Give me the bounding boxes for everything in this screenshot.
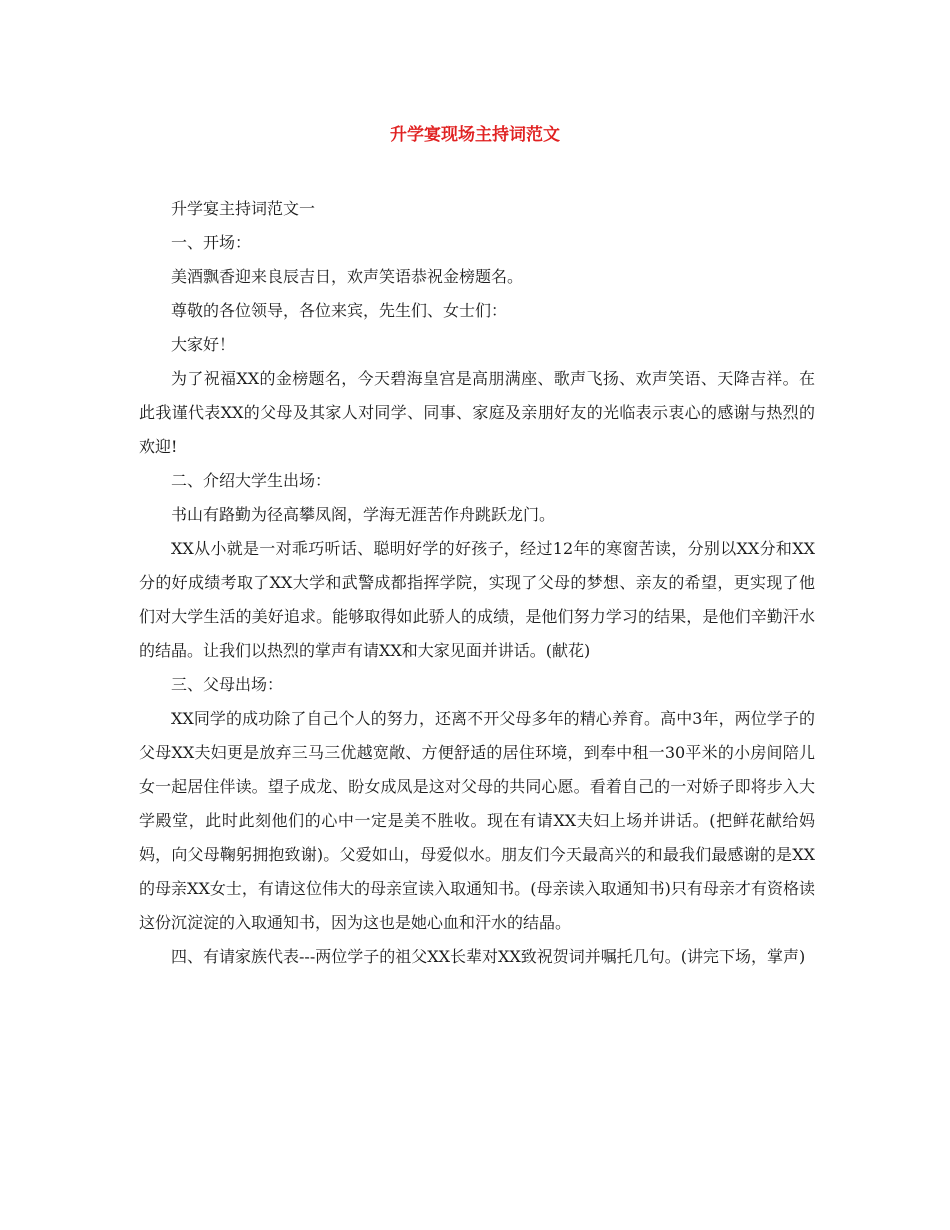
- document-title: 升学宴现场主持词范文: [390, 125, 560, 145]
- paragraph-welcome: 为了祝福XX的金榜题名，今天碧海皇宫是高朋满座、歌声飞扬、欢声笑语、天降吉祥。在此我谨代表XX的父母及其家人对同学、同事、家庭及亲朋好友的光临表示衷心的感谢与热烈的欢迎!: [139, 369, 815, 456]
- paragraph-family-representative: 四、有请家族代表---两位学子的祖父XX长辈对XX致祝贺词并嘱托几句。(讲完下场，掌声): [171, 947, 806, 966]
- paragraph-couplet-student: 书山有路勤为径高攀凤阁，学海无涯苦作舟跳跃龙门。: [171, 505, 556, 524]
- paragraph-greeting-guests: 尊敬的各位领导，各位来宾，先生们、女士们：: [171, 301, 508, 320]
- paragraph-couplet-opening: 美酒飘香迎来良辰吉日，欢声笑语恭祝金榜题名。: [171, 267, 524, 286]
- paragraph-hello: 大家好！: [171, 335, 236, 354]
- paragraph-parents-speech: XX同学的成功除了自己个人的努力，还离不开父母多年的精心养育。高中3年，两位学子的父母XX夫妇更是放弃三马三优越宽敞、方便舒适的居住环境，到奉中租一30平米的小房间陪儿女一起居住伴读。望子成龙、盼女成凤是这对父母的共同心愿。看着自己的一对娇子即将步入大学殿堂，此时此刻他们的心中一定是美不胜收。现在有请XX夫妇上场并讲话。(把鲜花献给妈妈，向父母鞠躬拥抱致谢)。父爱如山，母爱似水。朋友们今天最高兴的和最我们最感谢的是XX的母亲XX女士，有请这位伟大的母亲宣读入取通知书。(母亲读入取通知书)只有母亲才有资格读这份沉淀淀的入取通知书，因为这也是她心血和汗水的结晶。: [139, 709, 815, 932]
- document-body: [139, 192, 815, 974]
- paragraph-student-intro: XX从小就是一对乖巧听话、聪明好学的好孩子，经过12年的寒窗苦读，分别以XX分和XX分的好成绩考取了XX大学和武警成都指挥学院，实现了父母的梦想、亲友的希望，更实现了他们对大学生活的美好追求。能够取得如此骄人的成绩，是他们努力学习的结果，是他们辛勤汗水的结晶。让我们以热烈的掌声有请XX和大家见面并讲话。(献花): [139, 539, 815, 660]
- paragraph-heading-one: 升学宴主持词范文一: [171, 199, 316, 218]
- paragraph-section-parents: 三、父母出场：: [171, 675, 284, 694]
- paragraph-section-opening: 一、开场：: [171, 233, 252, 252]
- paragraph-section-student: 二、介绍大学生出场：: [171, 471, 332, 490]
